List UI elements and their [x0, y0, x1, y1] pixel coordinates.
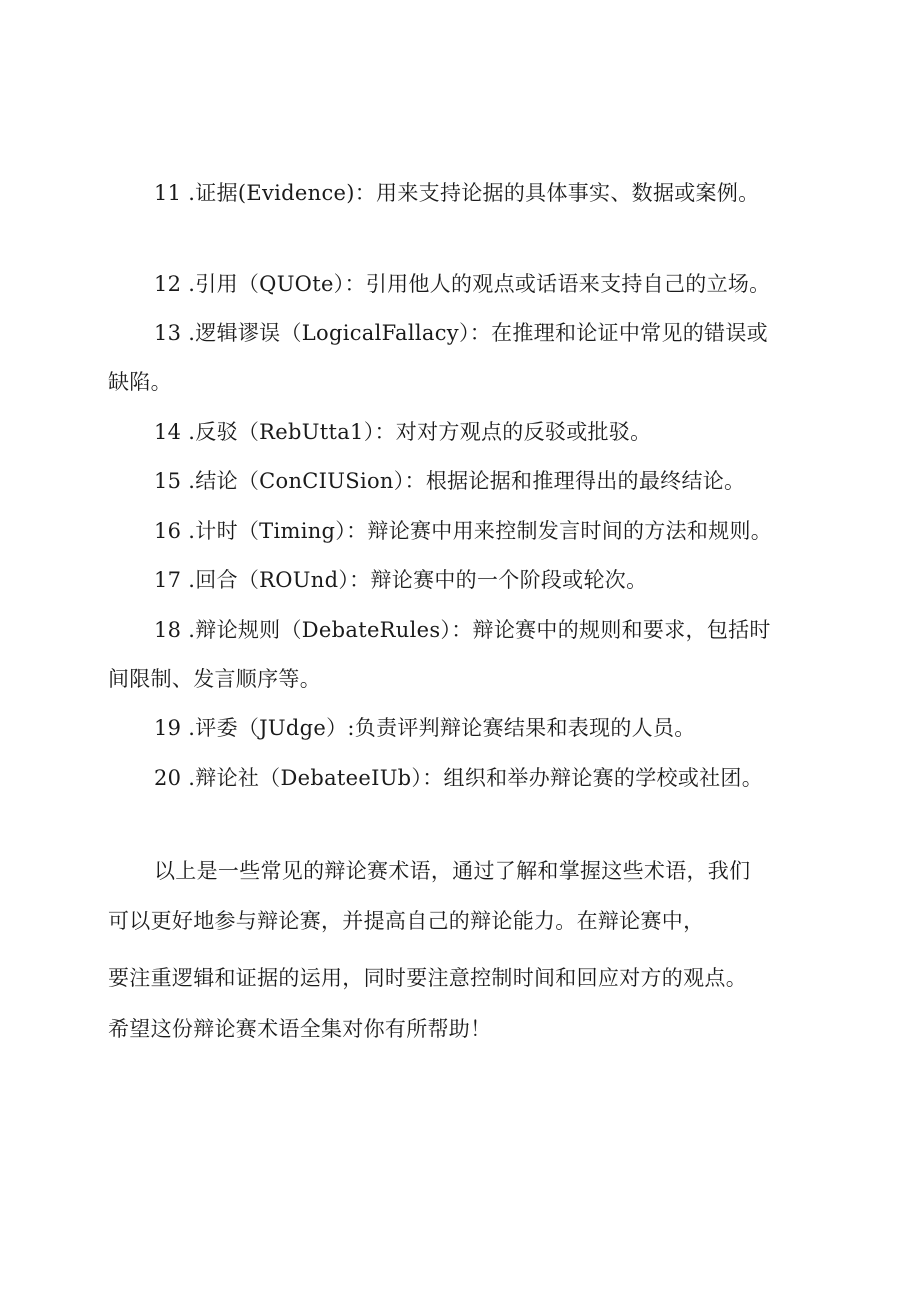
term-item-19: 19 .评委（JUdge）:负责评判辩论赛结果和表现的人员。: [154, 716, 696, 740]
term-item-18: 18 .辩论规则（DebateRules）：辩论赛中的规则和要求，包括时: [154, 618, 771, 642]
term-item-18-continuation: 间限制、发言顺序等。: [108, 667, 321, 691]
term-item-17: 17 .回合（ROUnd）：辩论赛中的一个阶段或轮次。: [154, 568, 648, 592]
term-item-13-continuation: 缺陷。: [108, 370, 172, 394]
term-item-20: 20 .辩论社（DebateeIUb）：组织和举办辩论赛的学校或社团。: [154, 766, 764, 790]
conclusion-line-3: 要注重逻辑和证据的运用，同时要注意控制时间和回应对方的观点。: [108, 966, 747, 990]
conclusion-line-1: 以上是一些常见的辩论赛术语，通过了解和掌握这些术语，我们: [154, 859, 751, 883]
conclusion-line-4: 希望这份辩论赛术语全集对你有所帮助！: [108, 1017, 492, 1041]
term-item-13: 13 .逻辑谬误（LogicalFallacy）：在推理和论证中常见的错误或: [154, 321, 768, 345]
term-item-12: 12 .引用（QUOte）：引用他人的观点或话语来支持自己的立场。: [154, 272, 771, 296]
conclusion-line-2: 可以更好地参与辩论赛，并提高自己的辩论能力。在辩论赛中，: [108, 909, 705, 933]
term-item-15: 15 .结论（ConCIUSion）：根据论据和推理得出的最终结论。: [154, 469, 746, 493]
term-item-14: 14 .反驳（RebUtta1）：对对方观点的反驳或批驳。: [154, 420, 652, 444]
term-item-11: 11 .证据(Evidence)：用来支持论据的具体事实、数据或案例。: [154, 181, 760, 205]
term-item-16: 16 .计时（Timing）：辩论赛中用来控制发言时间的方法和规则。: [154, 519, 773, 543]
